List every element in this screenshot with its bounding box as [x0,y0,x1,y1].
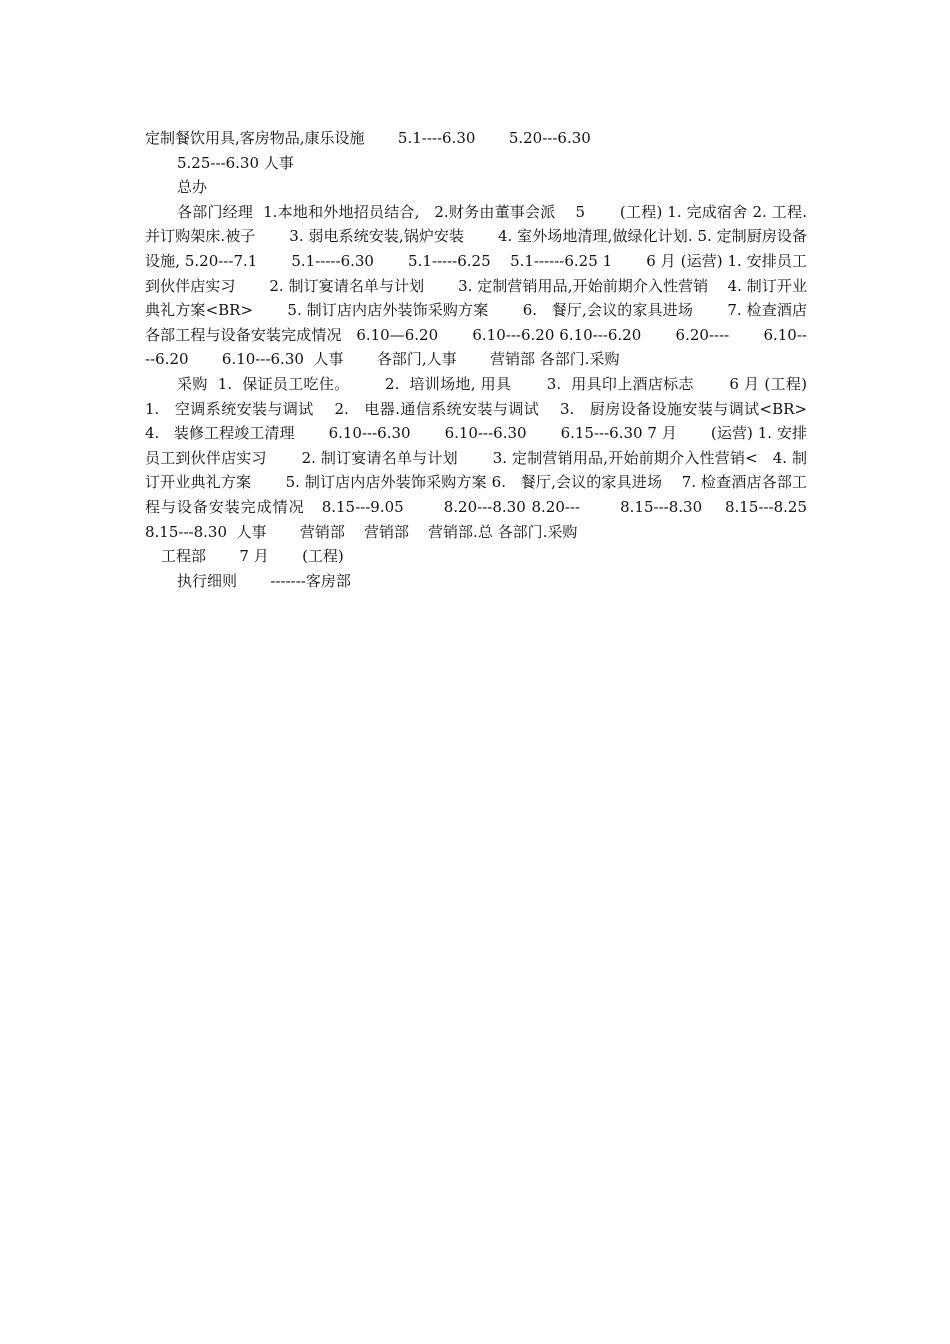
paragraph-7: 执行细则 -------客房部 [177,571,351,590]
paragraph-5: 采购 1. 保证员工吃住。 2. 培训场地, 用具 3. 用具印上酒店标志 6 月 (工程) 1. 空调系统安装与调试 2. 电器.通信系统安装与调试 3. 厨房设备设施安装与调试<BR> 4. 装修工程竣工清理 6.10---6.30 6.10---6.30 6.15---6.30 7 月 (运营) 1. 安排员工到伙伴店实习 2. 制订宴请名单与计划 3. 定制营销用品,开始前期介入性营销< 4. 制订开业典礼方案 5. 制订店内店外装饰采购方案 6. 餐厅,会议的家具进场 7. 检查酒店各部工程与设备安装完成情况 8.15---9.05 8.20---8.30 8.20--- 8.15---8.30 8.15---8.25 8.15---8.30 人事 营销部 营销部 营销部.总 各部门.采购 [145,374,841,541]
paragraph-3: 总办 [177,178,208,197]
paragraph-1: 定制餐饮用具,客房物品,康乐设施 5.1----6.30 5.20---6.30 [145,129,591,147]
document-body [145,126,841,593]
paragraph-2: 5.25---6.30 人事 [177,153,294,172]
paragraph-6: 工程部 7 月 (工程) [161,547,344,566]
paragraph-4: 各部门经理 1.本地和外地招员结合, 2.财务由董事会派 5 (工程) 1. 完成宿舍 2. 工程.并订购架床.被子 3. 弱电系统安装,锅炉安装 4. 室外场地清理,做绿化计划. 5. 定制厨房设备设施, 5.20---7.1 5.1-----6.30 5.1-----6.25 5.1------6.25 1 6 月 (运营) 1. 安排员工到伙伴店实习 2. 制订宴请名单与计划 3. 定制营销用品,开始前期介入性营销 4. 制订开业典礼方案<BR> 5. 制订店内店外装饰采购方案 6. 餐厅,会议的家具进场 7. 检查酒店各部工程与设备安装完成情况 6.10—6.20 6.10---6.20 6.10---6.20 6.20---- 6.10----6.20 6.10---6.30 人事 各部门,人事 营销部 各部门.采购 [145,202,807,369]
